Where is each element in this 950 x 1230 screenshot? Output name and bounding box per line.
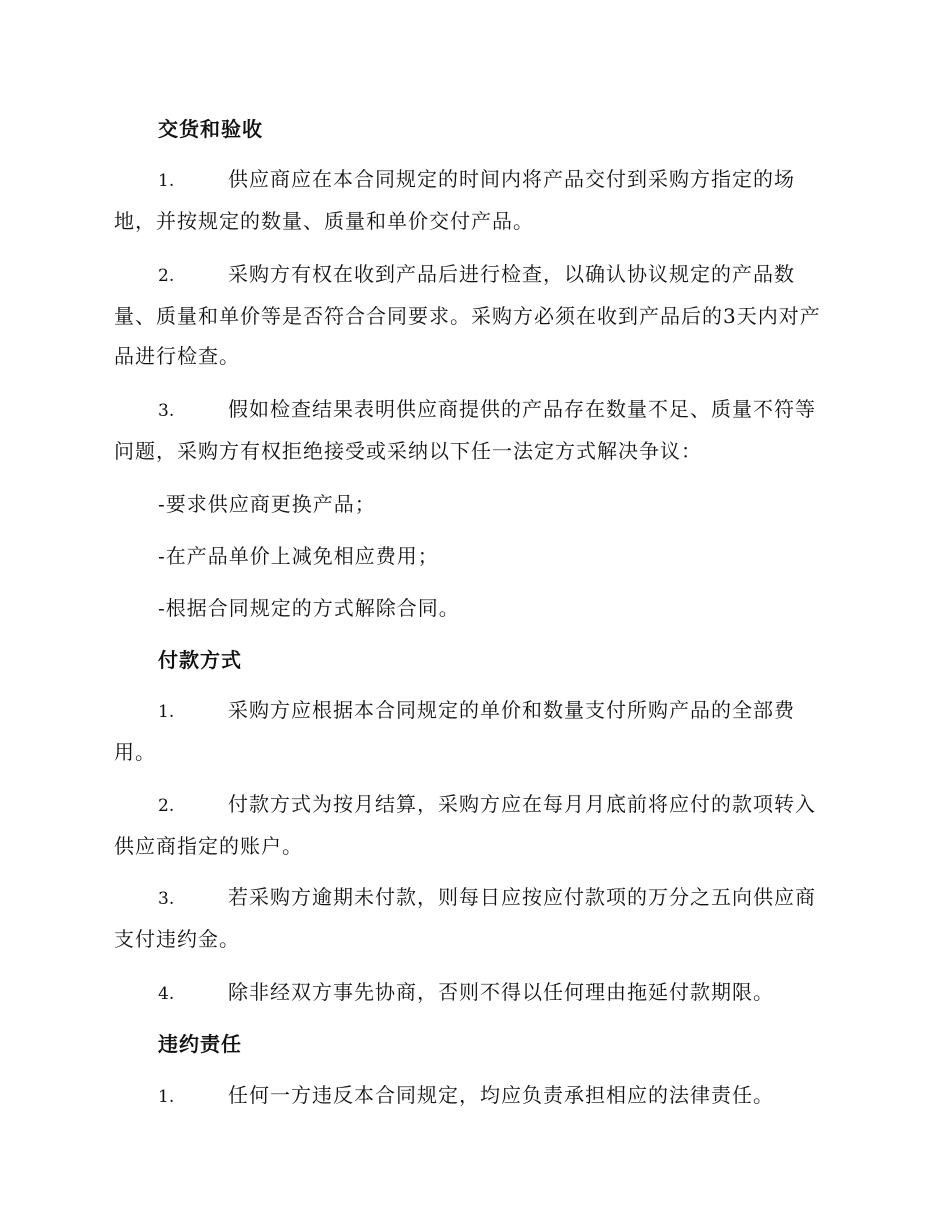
remedy-item-reduce: -在产品单价上减免相应费用； bbox=[158, 544, 439, 568]
clause-number: 1. bbox=[158, 171, 175, 191]
clause-delivery-1 bbox=[114, 159, 836, 241]
clause-delivery-3 bbox=[114, 389, 836, 471]
clause-text: 假如检查结果表明供应商提供的产品存在数量不足、质量不符等问题，采购方有权拒绝接受或采纳以下任一法定方式解决争议： bbox=[114, 397, 816, 463]
clause-payment-4 bbox=[114, 972, 836, 1014]
section-heading-delivery: 交货和验收 bbox=[158, 117, 263, 141]
clause-text: 采购方应根据本合同规定的单价和数量支付所购产品的全部费用。 bbox=[114, 698, 795, 764]
clause-payment-2 bbox=[114, 784, 836, 866]
section-heading-payment: 付款方式 bbox=[158, 648, 242, 672]
clause-number: 1. bbox=[158, 702, 175, 722]
clause-number: 2. bbox=[158, 796, 175, 816]
remedy-item-terminate: -根据合同规定的方式解除合同。 bbox=[158, 596, 460, 620]
clause-text: 供应商应在本合同规定的时间内将产品交付到采购方指定的场地，并按规定的数量、质量和单价交付产品。 bbox=[114, 167, 795, 233]
clause-text: 任何一方违反本合同规定，均应负责承担相应的法律责任。 bbox=[228, 1083, 774, 1107]
clause-number: 4. bbox=[158, 984, 175, 1004]
clause-number: 3. bbox=[158, 889, 175, 909]
clause-text: 采购方有权在收到产品后进行检查，以确认协议规定的产品数量、质量和单价等是否符合合同要求。采购方必须在收到产品后的3天内对产品进行检查。 bbox=[114, 262, 821, 368]
section-heading-liability: 违约责任 bbox=[158, 1032, 242, 1056]
clause-text: 付款方式为按月结算，采购方应在每月月底前将应付的款项转入供应商指定的账户。 bbox=[114, 792, 816, 858]
clause-text: 除非经双方事先协商，否则不得以任何理由拖延付款期限。 bbox=[228, 980, 774, 1004]
clause-payment-3 bbox=[114, 877, 836, 959]
clause-liability-1 bbox=[114, 1075, 836, 1117]
clause-payment-1 bbox=[114, 690, 836, 772]
clause-text: 若采购方逾期未付款，则每日应按应付款项的万分之五向供应商支付违约金。 bbox=[114, 885, 816, 951]
clause-delivery-2 bbox=[114, 254, 836, 376]
remedy-item-replace: -要求供应商更换产品； bbox=[158, 492, 376, 516]
clause-number: 1. bbox=[158, 1087, 175, 1107]
clause-number: 3. bbox=[158, 401, 175, 421]
clause-number: 2. bbox=[158, 266, 175, 286]
